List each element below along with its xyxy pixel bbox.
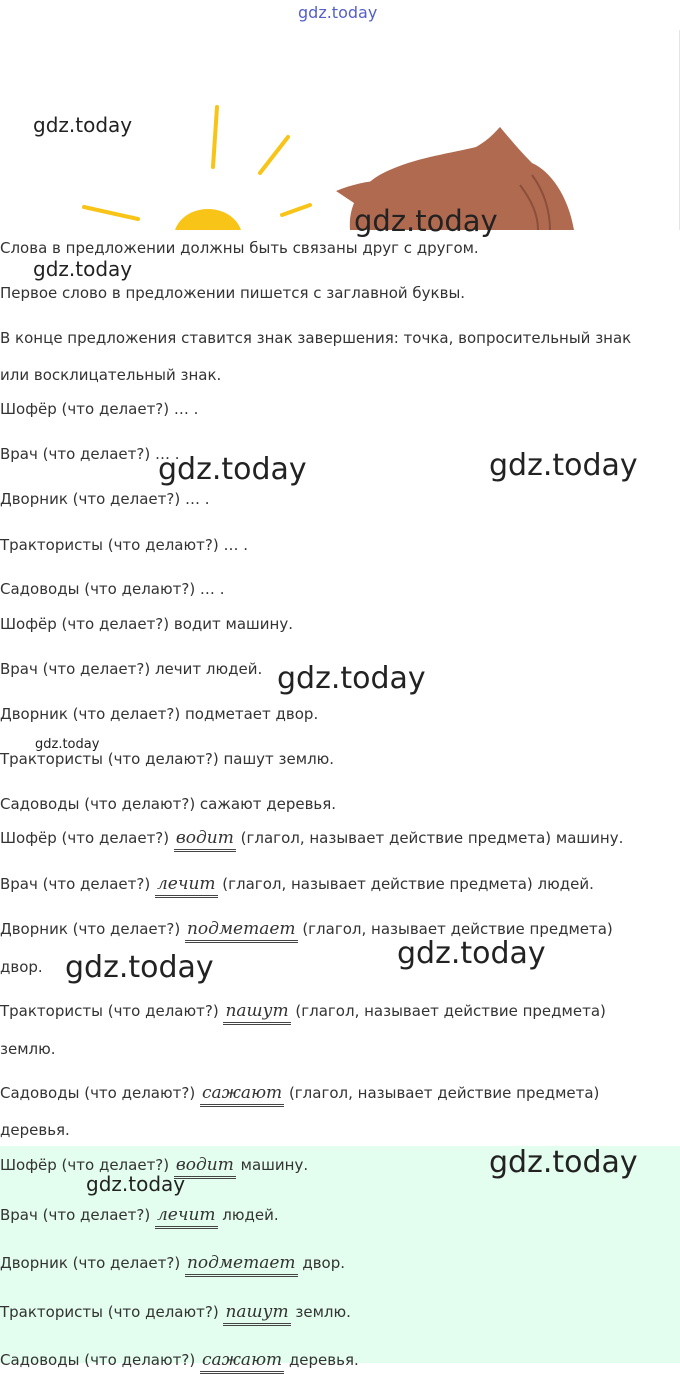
analysis-prefix: Трактористы (что делают?) [0, 1002, 219, 1020]
analysis-line-3-cont: двор. [0, 958, 43, 976]
sentence-2: Врач (что делает?) лечит людей. [0, 660, 263, 678]
rule-text-4: или восклицательный знак. [0, 366, 222, 384]
answer-object: машину. [240, 1156, 309, 1174]
verb-underlined: водит [174, 1155, 236, 1179]
analysis-line-2 [0, 874, 594, 894]
analysis-prefix: Садоводы (что делают?) [0, 1084, 196, 1102]
analysis-line-1 [0, 828, 623, 848]
watermark-text: gdz.today [86, 1172, 186, 1196]
answer-line-1 [0, 1155, 308, 1175]
verb-underlined: пашут [223, 1001, 290, 1025]
analysis-prefix: Шофёр (что делает?) [0, 829, 170, 847]
sentence-3: Дворник (что делает?) подметает двор. [0, 705, 319, 723]
answer-object: двор. [302, 1254, 346, 1272]
verb-underlined: пашут [223, 1302, 290, 1326]
rule-text-2: Первое слово в предложении пишется с заглавной буквы. [0, 284, 466, 302]
watermark-text: gdz.today [33, 257, 133, 281]
task-line-4: Трактористы (что делают?) … . [0, 536, 248, 554]
verb-underlined: лечит [155, 874, 218, 898]
answer-line-3 [0, 1253, 345, 1273]
verb-underlined: сажают [200, 1350, 284, 1374]
watermark-text: gdz.today [35, 737, 100, 752]
sentence-1: Шофёр (что делает?) водит машину. [0, 615, 293, 633]
sentence-5: Садоводы (что делают?) сажают деревья. [0, 795, 337, 813]
rule-text-3: В конце предложения ставится знак завершения: точка, вопросительный знак [0, 329, 632, 347]
sun-icon [84, 107, 310, 230]
task-line-1: Шофёр (что делает?) … . [0, 400, 199, 418]
watermark-text: gdz.today [489, 1145, 638, 1180]
verb-underlined: сажают [200, 1083, 284, 1107]
task-line-3: Дворник (что делает?) … . [0, 490, 210, 508]
illustration [80, 95, 580, 230]
answer-prefix: Шофёр (что делает?) [0, 1156, 170, 1174]
analysis-line-4 [0, 1001, 606, 1021]
watermark-text: gdz.today [397, 936, 546, 971]
answer-object: деревья. [288, 1351, 359, 1369]
watermark-text: gdz.today [489, 448, 638, 483]
sentence-4: Трактористы (что делают?) пашут землю. [0, 750, 335, 768]
watermark-text: gdz.today [33, 113, 133, 137]
watermark-text: gdz.today [354, 204, 498, 238]
watermark-text: gdz.today [298, 3, 378, 22]
answer-line-5 [0, 1350, 359, 1370]
analysis-object: машину. [555, 829, 624, 847]
answer-line-2 [0, 1205, 279, 1225]
analysis-line-4-cont: землю. [0, 1040, 56, 1058]
answer-prefix: Врач (что делает?) [0, 1206, 151, 1224]
answer-object: людей. [222, 1206, 279, 1224]
analysis-prefix: Врач (что делает?) [0, 875, 151, 893]
analysis-note: (глагол, называет действие предмета) [222, 875, 533, 893]
answer-prefix: Садоводы (что делают?) [0, 1351, 196, 1369]
verb-underlined: лечит [155, 1205, 218, 1229]
analysis-prefix: Дворник (что делает?) [0, 920, 181, 938]
analysis-note: (глагол, называет действие предмета) [288, 1084, 600, 1102]
watermark-text: gdz.today [65, 950, 214, 985]
answer-prefix: Дворник (что делает?) [0, 1254, 181, 1272]
watermark-text: gdz.today [158, 452, 307, 487]
watermark-text: gdz.today [277, 661, 426, 696]
verb-underlined: водит [174, 828, 236, 852]
analysis-object: людей. [537, 875, 594, 893]
analysis-line-5 [0, 1083, 599, 1103]
analysis-line-5-cont: деревья. [0, 1121, 70, 1139]
verb-underlined: подметает [185, 919, 298, 943]
analysis-line-3 [0, 919, 613, 939]
sun-and-boy-illustration [80, 95, 580, 230]
rule-text-1: Слова в предложении должны быть связаны друг с другом. [0, 239, 479, 257]
boy-hair-icon [336, 127, 574, 230]
analysis-note: (глагол, называет действие предмета) [240, 829, 552, 847]
analysis-note: (глагол, называет действие предмета) [302, 920, 613, 938]
task-line-2: Врач (что делает?) … . [0, 445, 180, 463]
answer-prefix: Трактористы (что делают?) [0, 1303, 219, 1321]
answer-object: землю. [295, 1303, 351, 1321]
analysis-note: (глагол, называет действие предмета) [295, 1002, 606, 1020]
answer-line-4 [0, 1302, 351, 1322]
verb-underlined: подметает [185, 1253, 298, 1277]
task-line-5: Садоводы (что делают?) … . [0, 580, 225, 598]
